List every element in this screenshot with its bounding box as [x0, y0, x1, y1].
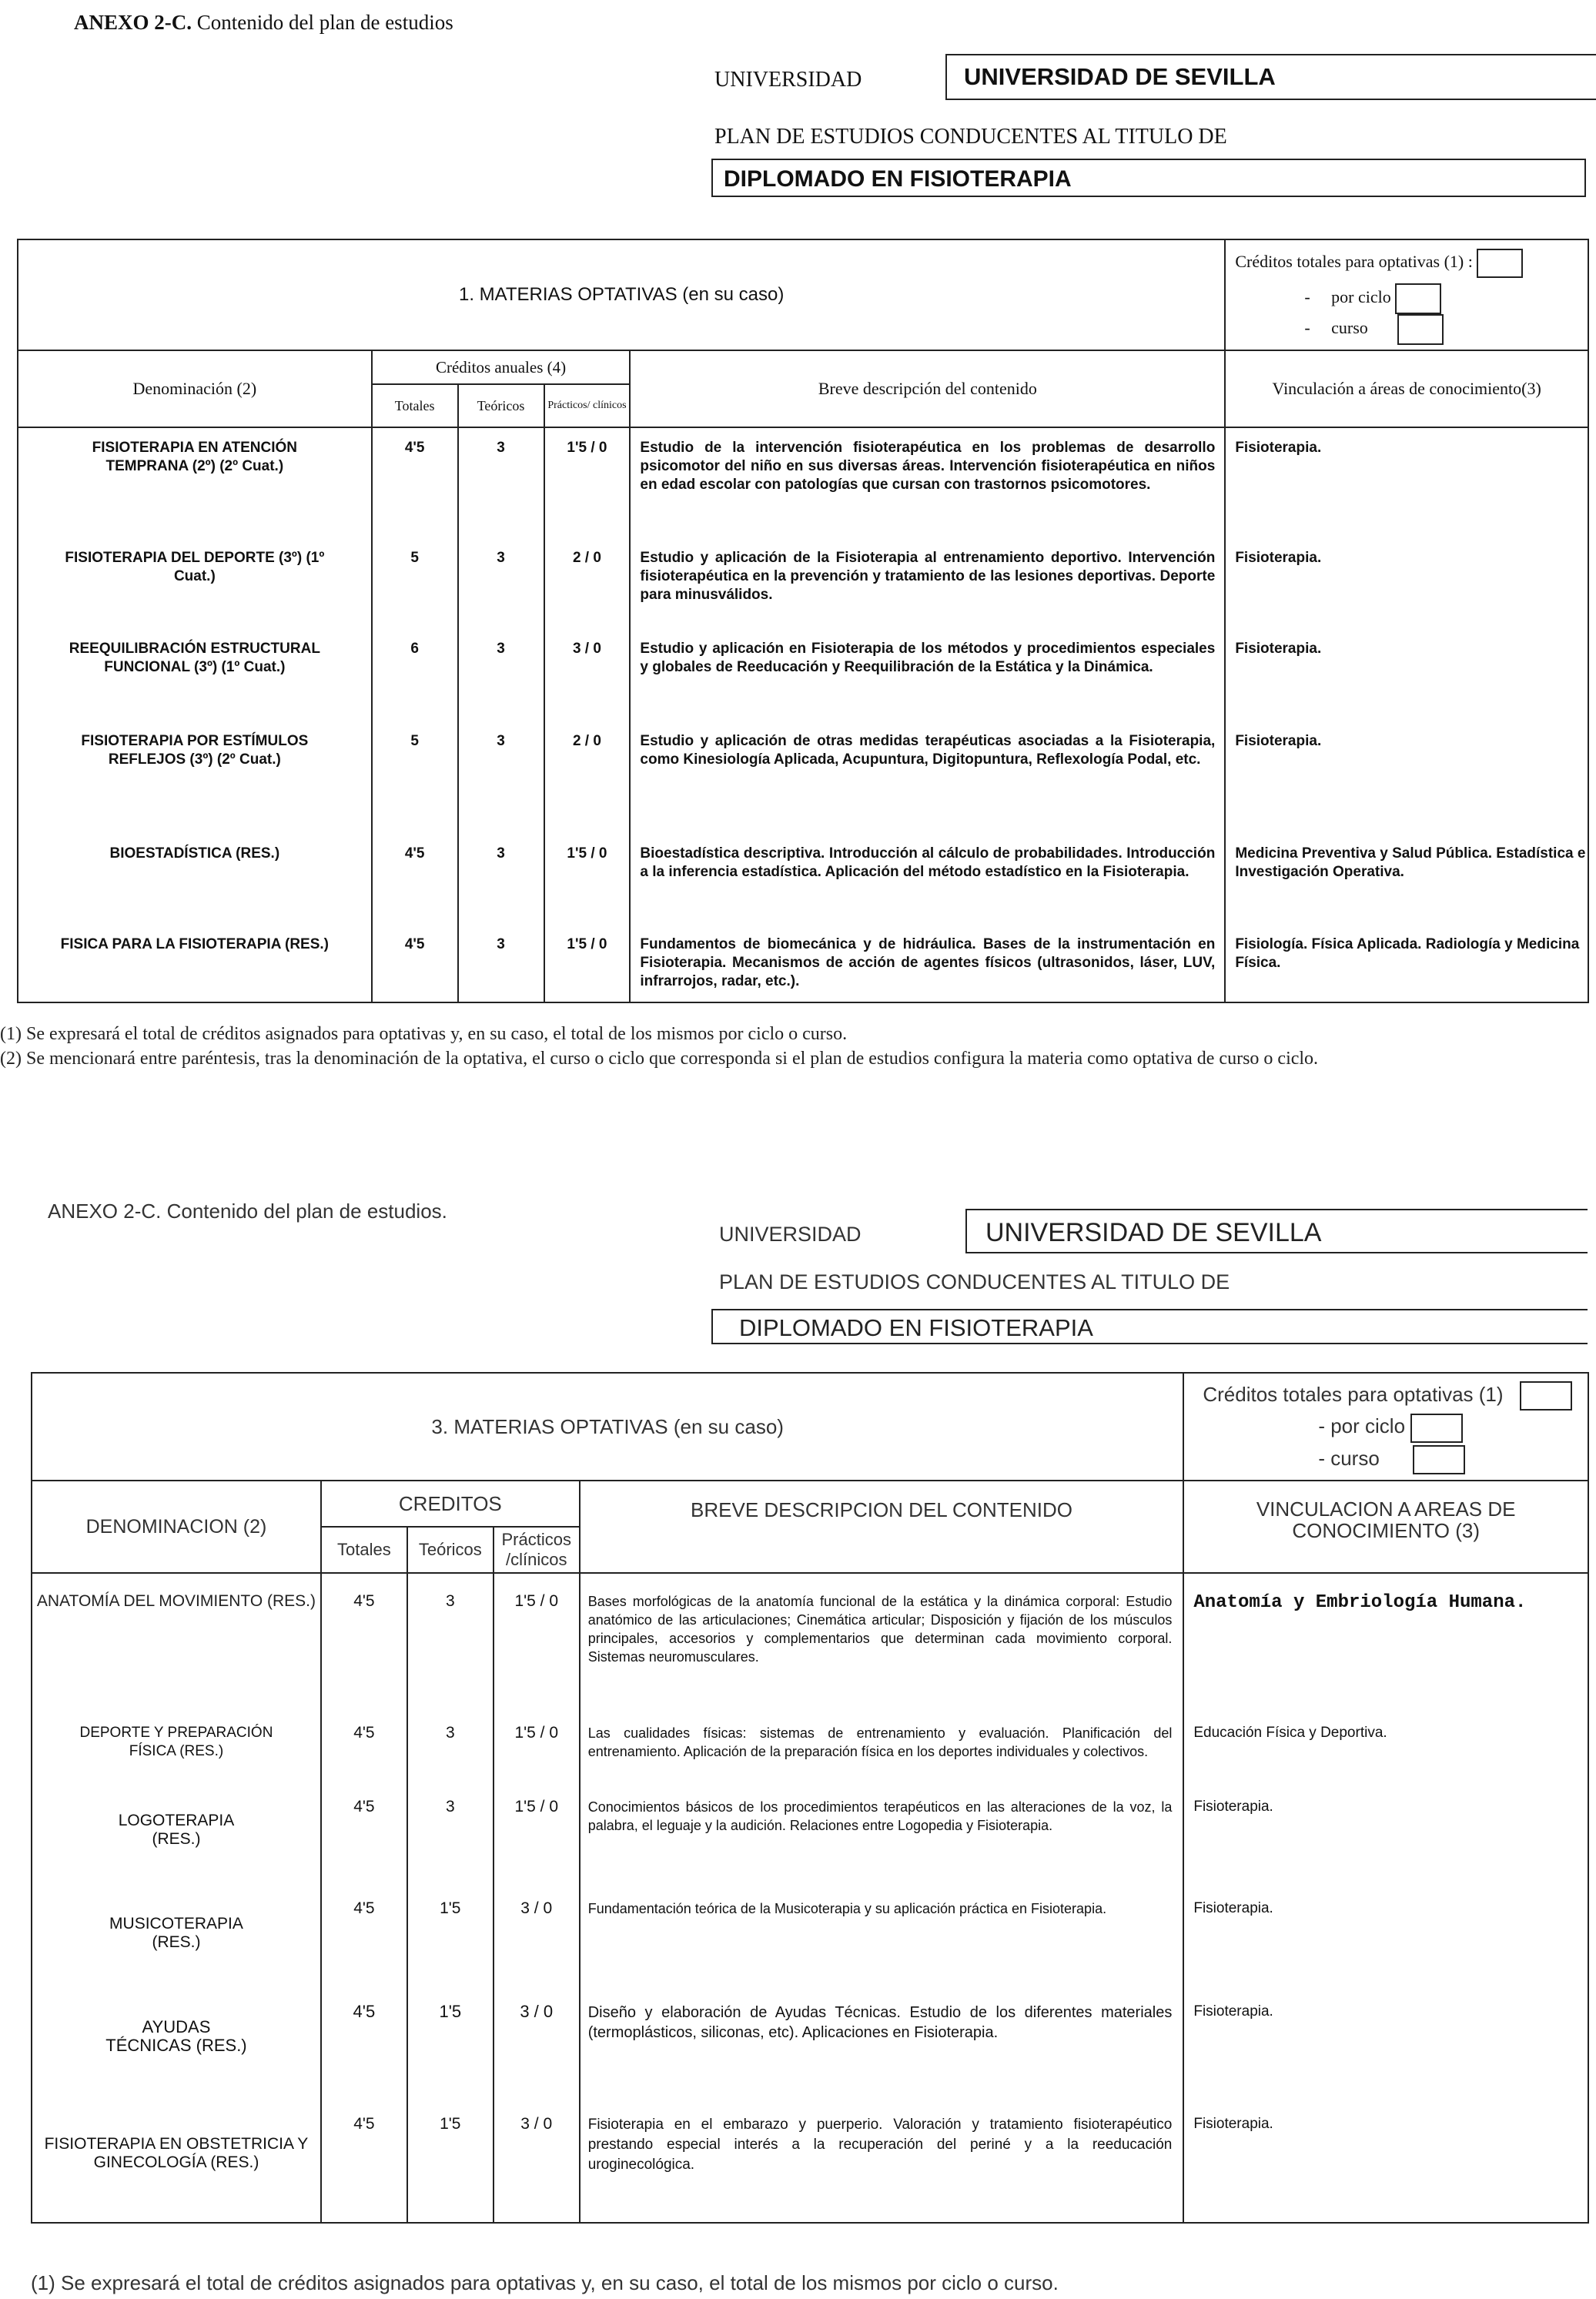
- subject-description: Diseño y elaboración de Ayudas Técnicas. Estudio de los diferentes materiales (termoplásticos, siliconas, etc). Aplicaciones en Fisioterapia.: [580, 1995, 1184, 2107]
- credits-practice: 2 / 0: [544, 538, 631, 629]
- dash: -: [1304, 287, 1310, 306]
- footnote-2: (2) Se mencionará entre paréntesis, tras la denominación de la optativa, el curso o ciclo que corresponda si el plan de estudios configura la materia como optativa de curso o ciclo.: [0, 1049, 1319, 1069]
- course-label: - curso: [1318, 1446, 1380, 1470]
- subject-name: BIOESTADÍSTICA (RES.): [18, 834, 372, 925]
- table-row: [32, 1790, 1588, 1892]
- knowledge-area: Fisioterapia.: [1225, 629, 1588, 721]
- credits-theory: 1'5: [407, 1892, 494, 1995]
- table-row: [18, 427, 1588, 538]
- knowledge-area: Fisioterapia.: [1225, 538, 1588, 629]
- table-row: [32, 1995, 1588, 2107]
- university-label: UNIVERSIDAD: [714, 68, 862, 92]
- annex-heading: [74, 11, 453, 35]
- credits-theory: 1'5: [407, 1995, 494, 2107]
- credits-theory: 3: [458, 629, 544, 721]
- subject-description: Estudio y aplicación de la Fisioterapia al entrenamiento deportivo. Intervención fisioterapéutica en la prevención y tratamiento de las lesiones deportivas. Deporte para minusválidos.: [630, 538, 1225, 629]
- table-row: [18, 538, 1588, 629]
- table-row: [18, 834, 1588, 925]
- col-descripcion: BREVE DESCRIPCION DEL CONTENIDO: [580, 1481, 1184, 1573]
- credits-total: 6: [372, 629, 458, 721]
- annex-heading-2: [48, 1200, 447, 1223]
- credits-practice: 3 / 0: [544, 629, 631, 721]
- credits-total-box[interactable]: [1477, 249, 1523, 278]
- credits-total: 4'5: [321, 1573, 407, 1716]
- col-totales: Totales: [321, 1527, 407, 1573]
- section-title: 1. MATERIAS OPTATIVAS (en su caso): [18, 239, 1225, 350]
- dash: -: [1304, 318, 1310, 337]
- table-row: [32, 2107, 1588, 2223]
- col-vinculacion: VINCULACION A AREAS DE CONOCIMIENTO (3): [1183, 1481, 1588, 1573]
- credits-practice: 1'5 / 0: [494, 1716, 580, 1790]
- annex-title: ANEXO 2-C.: [74, 11, 192, 34]
- col-creditos: CREDITOS: [321, 1481, 580, 1527]
- per-cycle-box[interactable]: [1395, 283, 1441, 314]
- col-practicos: Prácticos/ clínicos: [544, 384, 631, 427]
- knowledge-area: Fisioterapia.: [1225, 721, 1588, 834]
- university-label: UNIVERSIDAD: [719, 1223, 862, 1246]
- degree-value: DIPLOMADO EN FISIOTERAPIA: [711, 1309, 1588, 1344]
- credits-practice: 3 / 0: [494, 1892, 580, 1995]
- per-cycle-label: por ciclo: [1331, 287, 1391, 306]
- table-row: [32, 1573, 1588, 1716]
- subject-description: Estudio y aplicación en Fisioterapia de los métodos y procedimientos especiales y globales de Reeducación y Reequilibración de la Estática y la Dinámica.: [630, 629, 1225, 721]
- credits-theory: 3: [458, 538, 544, 629]
- subject-name: FISIOTERAPIA EN OBSTETRICIA Y GINECOLOGÍA (RES.): [32, 2107, 321, 2223]
- plan-label: PLAN DE ESTUDIOS CONDUCENTES AL TITULO DE: [714, 125, 1227, 149]
- credits-total-box[interactable]: [1520, 1381, 1572, 1411]
- col-vinculacion: Vinculación a áreas de conocimiento(3): [1225, 350, 1588, 427]
- credits-theory: 3: [407, 1790, 494, 1892]
- subject-name: DEPORTE Y PREPARACIÓN FÍSICA (RES.): [32, 1716, 321, 1790]
- credits-theory: 3: [458, 427, 544, 538]
- col-descripcion: Breve descripción del contenido: [630, 350, 1225, 427]
- subject-description: Fundamentos de biomecánica y de hidráulica. Bases de la instrumentación en Fisioterapia. Mecanismos de acción de agentes físicos (ultrasonidos, láser, LUV, infrarrojos, radar, etc.).: [630, 925, 1225, 1002]
- subject-name: ANATOMÍA DEL MOVIMIENTO (RES.): [32, 1573, 321, 1716]
- credits-theory: 3: [407, 1573, 494, 1716]
- credits-total: 5: [372, 721, 458, 834]
- subject-name: REEQUILIBRACIÓN ESTRUCTURAL FUNCIONAL (3º) (1º Cuat.): [18, 629, 372, 721]
- credits-total: 4'5: [372, 427, 458, 538]
- table-row: [32, 1716, 1588, 1790]
- table-row: [18, 629, 1588, 721]
- per-cycle-box[interactable]: [1410, 1414, 1463, 1443]
- credits-practice: 1'5 / 0: [544, 925, 631, 1002]
- credits-theory: 3: [458, 925, 544, 1002]
- credits-practice: 3 / 0: [494, 1995, 580, 2107]
- subject-name: FISIOTERAPIA POR ESTÍMULOS REFLEJOS (3º) (2º Cuat.): [18, 721, 372, 834]
- optativas-table-1: [17, 239, 1589, 1003]
- knowledge-area: Educación Física y Deportiva.: [1183, 1716, 1588, 1790]
- subject-description: Estudio y aplicación de otras medidas terapéuticas asociadas a la Fisioterapia, como Kinesiología Aplicada, Acupuntura, Digitopuntura, Reflexología Podal, etc.: [630, 721, 1225, 834]
- credits-total: 4'5: [372, 834, 458, 925]
- credits-total: 5: [372, 538, 458, 629]
- table-row: [18, 721, 1588, 834]
- credits-total: 4'5: [321, 1790, 407, 1892]
- table-body: [18, 427, 1588, 1002]
- credits-practice: 3 / 0: [494, 2107, 580, 2223]
- credits-total: 4'5: [321, 1892, 407, 1995]
- credits-practice: 2 / 0: [544, 721, 631, 834]
- credits-practice: 1'5 / 0: [494, 1790, 580, 1892]
- table-body: [32, 1573, 1588, 2223]
- subject-name: AYUDAS TÉCNICAS (RES.): [32, 1995, 321, 2107]
- knowledge-area: Fisioterapia.: [1183, 2107, 1588, 2223]
- col-creditos: Créditos anuales (4): [372, 350, 631, 384]
- credits-theory: 1'5: [407, 2107, 494, 2223]
- table-row: [32, 1892, 1588, 1995]
- subject-description: Las cualidades físicas: sistemas de entrenamiento y evaluación. Planificación del entrenamiento. Aplicación de la preparación física en los deportes individuales y colectivos.: [580, 1716, 1184, 1790]
- section-title: 3. MATERIAS OPTATIVAS (en su caso): [32, 1373, 1183, 1481]
- knowledge-area: Anatomía y Embriología Humana.: [1183, 1573, 1588, 1716]
- subject-description: Conocimientos básicos de los procedimientos terapéuticos en las alteraciones de la voz, la palabra, el leguaje y la audición. Relaciones entre Logopedia y Fisioterapia.: [580, 1790, 1184, 1892]
- table-row: [18, 925, 1588, 1002]
- subject-description: Estudio de la intervención fisioterapéutica en los problemas de desarrollo psicomotor del niño en sus diversas áreas. Intervención fisioterapéutica en niños en edad escolar con patologías que cursan con trastornos psicomotores.: [630, 427, 1225, 538]
- subject-description: Bases morfológicas de la anatomía funcional de la estática y la dinámica corporal: Estudio anatómico de las articulaciones; Cinemática articular; Disposición y fijación de los músculos principales, accesorios y complementarios que determinan cada movimiento corporal. Sistemas neuromusculares.: [580, 1573, 1184, 1716]
- annex-subtitle: Contenido del plan de estudios.: [166, 1200, 447, 1223]
- credits-total-label: Créditos totales para optativas (1) :: [1235, 252, 1473, 271]
- optativas-table-2: [31, 1372, 1589, 2224]
- credits-theory: 3: [407, 1716, 494, 1790]
- university-value: UNIVERSIDAD DE SEVILLA: [945, 54, 1596, 100]
- annex-subtitle: Contenido del plan de estudios: [196, 11, 453, 34]
- credits-total-label: Créditos totales para optativas (1): [1203, 1383, 1504, 1407]
- footnote-1: (1) Se expresará el total de créditos asignados para optativas y, en su caso, el total de los mismos por ciclo o curso.: [31, 2271, 1059, 2294]
- col-practicos: Prácticos /clínicos: [494, 1527, 580, 1573]
- knowledge-area: Fisioterapia.: [1183, 1995, 1588, 2107]
- subject-description: Fisioterapia en el embarazo y puerperio. Valoración y tratamiento fisioterapéutico prestando especial interés a la recuperación del periné y a la reeducación uroginecológica.: [580, 2107, 1184, 2223]
- credits-total: 4'5: [372, 925, 458, 1002]
- credits-summary: [1225, 239, 1588, 350]
- col-denominacion: DENOMINACION (2): [32, 1481, 321, 1573]
- credits-summary: [1183, 1373, 1588, 1481]
- credits-total: 4'5: [321, 1995, 407, 2107]
- knowledge-area: Medicina Preventiva y Salud Pública. Estadística e Investigación Operativa.: [1225, 834, 1588, 925]
- knowledge-area: Fisiología. Física Aplicada. Radiología y Medicina Física.: [1225, 925, 1588, 1002]
- credits-total: 4'5: [321, 2107, 407, 2223]
- subject-name: FISICA PARA LA FISIOTERAPIA (RES.): [18, 925, 372, 1002]
- plan-label: PLAN DE ESTUDIOS CONDUCENTES AL TITULO DE: [719, 1270, 1230, 1293]
- credits-theory: 3: [458, 721, 544, 834]
- credits-practice: 1'5 / 0: [544, 427, 631, 538]
- knowledge-area: Fisioterapia.: [1183, 1790, 1588, 1892]
- footnote-1: (1) Se expresará el total de créditos asignados para optativas y, en su caso, el total de los mismos por ciclo o curso.: [0, 1024, 848, 1044]
- annex-title: ANEXO 2-C.: [48, 1200, 162, 1223]
- subject-name: FISIOTERAPIA EN ATENCIÓN TEMPRANA (2º) (2º Cuat.): [18, 427, 372, 538]
- per-cycle-label: - por ciclo: [1318, 1414, 1406, 1438]
- col-teoricos: Teóricos: [458, 384, 544, 427]
- subject-description: Fundamentación teórica de la Musicoterapia y su aplicación práctica en Fisioterapia.: [580, 1892, 1184, 1995]
- course-box[interactable]: [1397, 314, 1444, 345]
- subject-name: MUSICOTERAPIA (RES.): [32, 1892, 321, 1995]
- col-teoricos: Teóricos: [407, 1527, 494, 1573]
- credits-total: 4'5: [321, 1716, 407, 1790]
- subject-name: FISIOTERAPIA DEL DEPORTE (3º) (1º Cuat.): [18, 538, 372, 629]
- degree-value: DIPLOMADO EN FISIOTERAPIA: [711, 159, 1586, 197]
- credits-theory: 3: [458, 834, 544, 925]
- subject-name: LOGOTERAPIA (RES.): [32, 1790, 321, 1892]
- credits-practice: 1'5 / 0: [544, 834, 631, 925]
- col-denominacion: Denominación (2): [18, 350, 372, 427]
- credits-practice: 1'5 / 0: [494, 1573, 580, 1716]
- university-value: UNIVERSIDAD DE SEVILLA: [965, 1209, 1588, 1253]
- col-totales: Totales: [372, 384, 458, 427]
- subject-description: Bioestadística descriptiva. Introducción al cálculo de probabilidades. Introducción a la inferencia estadística. Aplicación del método estadístico en la Fisioterapia.: [630, 834, 1225, 925]
- knowledge-area: Fisioterapia.: [1225, 427, 1588, 538]
- knowledge-area: Fisioterapia.: [1183, 1892, 1588, 1995]
- course-box[interactable]: [1413, 1445, 1465, 1474]
- course-label: curso: [1331, 318, 1368, 337]
